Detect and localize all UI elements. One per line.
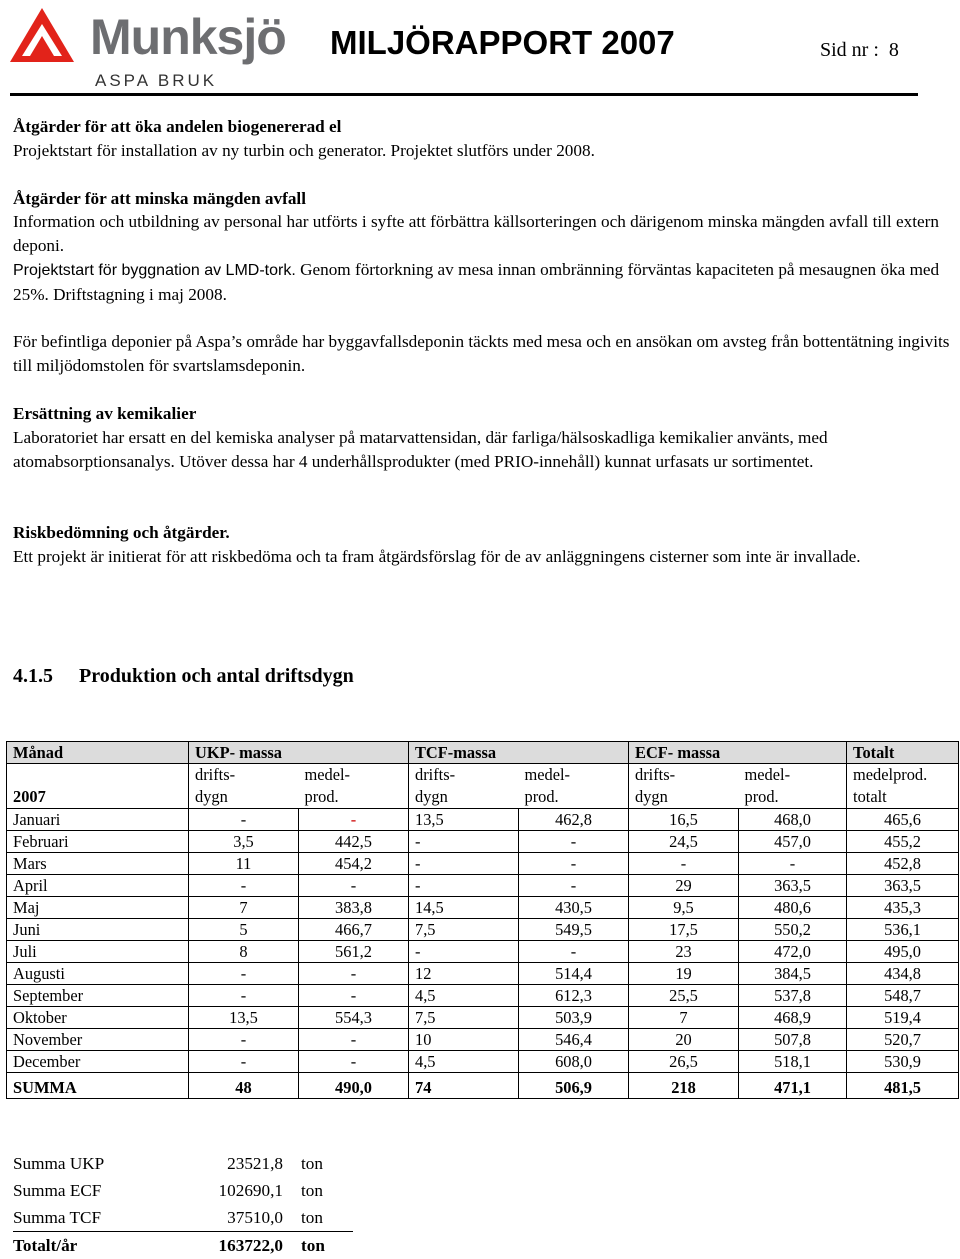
value-cell: -	[299, 985, 409, 1007]
page-label: Sid nr :	[820, 39, 879, 61]
value-cell: 24,5	[629, 831, 739, 853]
month-cell: Januari	[7, 809, 189, 831]
summary-row	[13, 1232, 353, 1259]
chem-heading: Ersättning av kemikalier	[13, 402, 953, 426]
lmd-text-1: Projektstart för byggnation av LMD-tork.	[13, 262, 296, 279]
value-cell: -	[189, 875, 299, 897]
value-cell: 442,5	[299, 831, 409, 853]
month-cell: Mars	[7, 853, 189, 875]
summary-label: Totalt/år	[13, 1232, 133, 1259]
value-cell: 608,0	[519, 1051, 629, 1073]
value-cell: 465,6	[847, 809, 959, 831]
value-cell: -	[409, 875, 519, 897]
value-cell: -	[189, 963, 299, 985]
summary-table	[13, 1150, 353, 1259]
value-cell: 507,8	[739, 1029, 847, 1051]
header-total: Totalt	[847, 742, 959, 764]
header-divider	[10, 93, 918, 96]
value-cell: -	[519, 941, 629, 963]
value-cell: 25,5	[629, 985, 739, 1007]
value-cell: 363,5	[739, 875, 847, 897]
month-cell: April	[7, 875, 189, 897]
subheader-ecf-medel: medel- prod.	[739, 764, 847, 809]
month-cell: Augusti	[7, 963, 189, 985]
summary-row	[13, 1204, 353, 1232]
waste-text: Information och utbildning av personal har utförts i syfte att förbättra källsorteringen och därigenom minska mängden avfall till extern deponi.	[13, 210, 953, 258]
table-row	[7, 875, 959, 897]
value-cell: 7,5	[409, 1007, 519, 1029]
month-cell: November	[7, 1029, 189, 1051]
summary-value: 23521,8	[133, 1150, 301, 1177]
summary-row	[13, 1150, 353, 1177]
value-cell: 363,5	[847, 875, 959, 897]
month-cell: Juni	[7, 919, 189, 941]
header-month: Månad	[7, 742, 189, 764]
table-body	[7, 809, 959, 1073]
value-cell: 10	[409, 1029, 519, 1051]
subheader-ecf-drift: drifts- dygn	[629, 764, 739, 809]
table-row	[7, 985, 959, 1007]
value-cell: 26,5	[629, 1051, 739, 1073]
sum-cell: 481,5	[847, 1073, 959, 1099]
value-cell: 20	[629, 1029, 739, 1051]
table-row	[7, 1029, 959, 1051]
value-cell: 480,6	[739, 897, 847, 919]
value-cell: -	[299, 809, 409, 831]
summary-unit: ton	[301, 1177, 353, 1204]
value-cell: 549,5	[519, 919, 629, 941]
sum-cell: 506,9	[519, 1073, 629, 1099]
value-cell: 14,5	[409, 897, 519, 919]
value-cell: 612,3	[519, 985, 629, 1007]
header-tcf: TCF-massa	[409, 742, 629, 764]
value-cell: 7,5	[409, 919, 519, 941]
value-cell: -	[189, 1051, 299, 1073]
value-cell: 536,1	[847, 919, 959, 941]
sum-cell: 471,1	[739, 1073, 847, 1099]
sum-cell: 490,0	[299, 1073, 409, 1099]
summary-unit: ton	[301, 1150, 353, 1177]
value-cell: -	[519, 853, 629, 875]
sum-cell: 48	[189, 1073, 299, 1099]
value-cell: -	[739, 853, 847, 875]
table-row	[7, 919, 959, 941]
value-cell: 4,5	[409, 985, 519, 1007]
value-cell: 514,4	[519, 963, 629, 985]
value-cell: -	[299, 1051, 409, 1073]
value-cell: -	[519, 875, 629, 897]
table-row	[7, 831, 959, 853]
value-cell: 8	[189, 941, 299, 963]
value-cell: 546,4	[519, 1029, 629, 1051]
value-cell: 9,5	[629, 897, 739, 919]
table-subheader-row	[7, 764, 959, 809]
lmd-text-2: Genom förtorkning av mesa innan ombränning förväntas kapaciteten på mesaugnen öka med 25%. Driftstagning i maj 2008.	[13, 260, 939, 304]
value-cell: 519,4	[847, 1007, 959, 1029]
summary-unit: ton	[301, 1204, 353, 1232]
subheader-tcf-drift: drifts- dygn	[409, 764, 519, 809]
waste-heading: Åtgärder för att minska mängden avfall	[13, 187, 953, 211]
summary-label: Summa UKP	[13, 1150, 133, 1177]
value-cell: 13,5	[189, 1007, 299, 1029]
bio-heading: Åtgärder för att öka andelen biogenererad el	[13, 115, 953, 139]
value-cell: 7	[189, 897, 299, 919]
value-cell: 454,2	[299, 853, 409, 875]
value-cell: 495,0	[847, 941, 959, 963]
value-cell: 462,8	[519, 809, 629, 831]
report-title: MILJÖRAPPORT 2007	[330, 26, 675, 59]
value-cell: -	[409, 853, 519, 875]
risk-heading: Riskbedömning och åtgärder.	[13, 521, 953, 545]
value-cell: 7	[629, 1007, 739, 1029]
value-cell: -	[299, 963, 409, 985]
value-cell: -	[519, 831, 629, 853]
subheader-total: medelprod. totalt	[847, 764, 959, 809]
value-cell: 537,8	[739, 985, 847, 1007]
value-cell: 383,8	[299, 897, 409, 919]
summary-label: Summa TCF	[13, 1204, 133, 1232]
value-cell: 554,3	[299, 1007, 409, 1029]
month-cell: Maj	[7, 897, 189, 919]
value-cell: 503,9	[519, 1007, 629, 1029]
header-ecf: ECF- massa	[629, 742, 847, 764]
value-cell: 468,9	[739, 1007, 847, 1029]
month-cell: September	[7, 985, 189, 1007]
value-cell: 457,0	[739, 831, 847, 853]
sum-label: SUMMA	[7, 1073, 189, 1099]
page-number-value: 8	[889, 39, 899, 61]
value-cell: 16,5	[629, 809, 739, 831]
table-header-row	[7, 742, 959, 764]
value-cell: 466,7	[299, 919, 409, 941]
value-cell: 11	[189, 853, 299, 875]
table-row	[7, 853, 959, 875]
value-cell: 29	[629, 875, 739, 897]
logo-subtitle: ASPA BRUK	[95, 72, 217, 89]
logo-name: Munksjö	[90, 12, 286, 62]
value-cell: 530,9	[847, 1051, 959, 1073]
value-cell: -	[409, 941, 519, 963]
summary-value: 37510,0	[133, 1204, 301, 1232]
sum-cell: 218	[629, 1073, 739, 1099]
subheader-ukp-drift: drifts- dygn	[189, 764, 299, 809]
value-cell: -	[409, 831, 519, 853]
value-cell: 4,5	[409, 1051, 519, 1073]
value-cell: 17,5	[629, 919, 739, 941]
table-row	[7, 1007, 959, 1029]
value-cell: -	[299, 1029, 409, 1051]
sum-cell: 74	[409, 1073, 519, 1099]
value-cell: -	[629, 853, 739, 875]
table-row	[7, 1051, 959, 1073]
value-cell: 435,3	[847, 897, 959, 919]
value-cell: -	[189, 809, 299, 831]
value-cell: 13,5	[409, 809, 519, 831]
value-cell: 520,7	[847, 1029, 959, 1051]
value-cell: 548,7	[847, 985, 959, 1007]
value-cell: 3,5	[189, 831, 299, 853]
value-cell: -	[189, 985, 299, 1007]
month-cell: Oktober	[7, 1007, 189, 1029]
summary-value: 102690,1	[133, 1177, 301, 1204]
table-row	[7, 897, 959, 919]
table-row	[7, 963, 959, 985]
section-title: Produktion och antal driftsdygn	[79, 665, 354, 687]
subheader-tcf-medel: medel- prod.	[519, 764, 629, 809]
value-cell: 430,5	[519, 897, 629, 919]
header-ukp: UKP- massa	[189, 742, 409, 764]
bio-text: Projektstart för installation av ny turbin och generator. Projektet slutförs under 2008.	[13, 139, 953, 163]
value-cell: 472,0	[739, 941, 847, 963]
value-cell: 19	[629, 963, 739, 985]
chem-text: Laboratoriet har ersatt en del kemiska analyser på matarvattensidan, där farliga/hälsoskadliga kemikalier använts, med atomabsorptionsanalys. Utöver dessa har 4 underhållsprodukter (med PRIO-innehåll) kunnat urfasats ur sortimentet.	[13, 426, 953, 474]
table-sum-row	[7, 1073, 959, 1099]
value-cell: 452,8	[847, 853, 959, 875]
value-cell: 518,1	[739, 1051, 847, 1073]
summary-row	[13, 1177, 353, 1204]
value-cell: 468,0	[739, 809, 847, 831]
production-table	[6, 741, 959, 1099]
summary-value: 163722,0	[133, 1232, 301, 1259]
value-cell: -	[299, 875, 409, 897]
section-heading	[13, 664, 354, 688]
subheader-ukp-medel: medel- prod.	[299, 764, 409, 809]
section-number: 4.1.5	[13, 664, 79, 688]
deponi-text: För befintliga deponier på Aspa’s område har byggavfallsdeponin täckts med mesa och en ansökan om avsteg från bottentätning ingivits till miljödomstolen för svartslamsdeponin.	[13, 330, 953, 378]
value-cell: 434,8	[847, 963, 959, 985]
risk-text: Ett projekt är initierat för att riskbedöma och ta fram åtgärdsförslag för de av anläggningens cisterner som inte är invallade.	[13, 545, 953, 569]
table-row	[7, 809, 959, 831]
month-cell: Juli	[7, 941, 189, 963]
summary-label: Summa ECF	[13, 1177, 133, 1204]
value-cell: 384,5	[739, 963, 847, 985]
value-cell: 561,2	[299, 941, 409, 963]
value-cell: 5	[189, 919, 299, 941]
value-cell: -	[189, 1029, 299, 1051]
summary-unit: ton	[301, 1232, 353, 1259]
value-cell: 12	[409, 963, 519, 985]
value-cell: 23	[629, 941, 739, 963]
page-number	[820, 40, 899, 60]
month-cell: Februari	[7, 831, 189, 853]
value-cell: 550,2	[739, 919, 847, 941]
table-row	[7, 941, 959, 963]
value-cell: 455,2	[847, 831, 959, 853]
header-year: 2007	[7, 764, 189, 809]
month-cell: December	[7, 1051, 189, 1073]
lmd-text	[13, 258, 953, 307]
